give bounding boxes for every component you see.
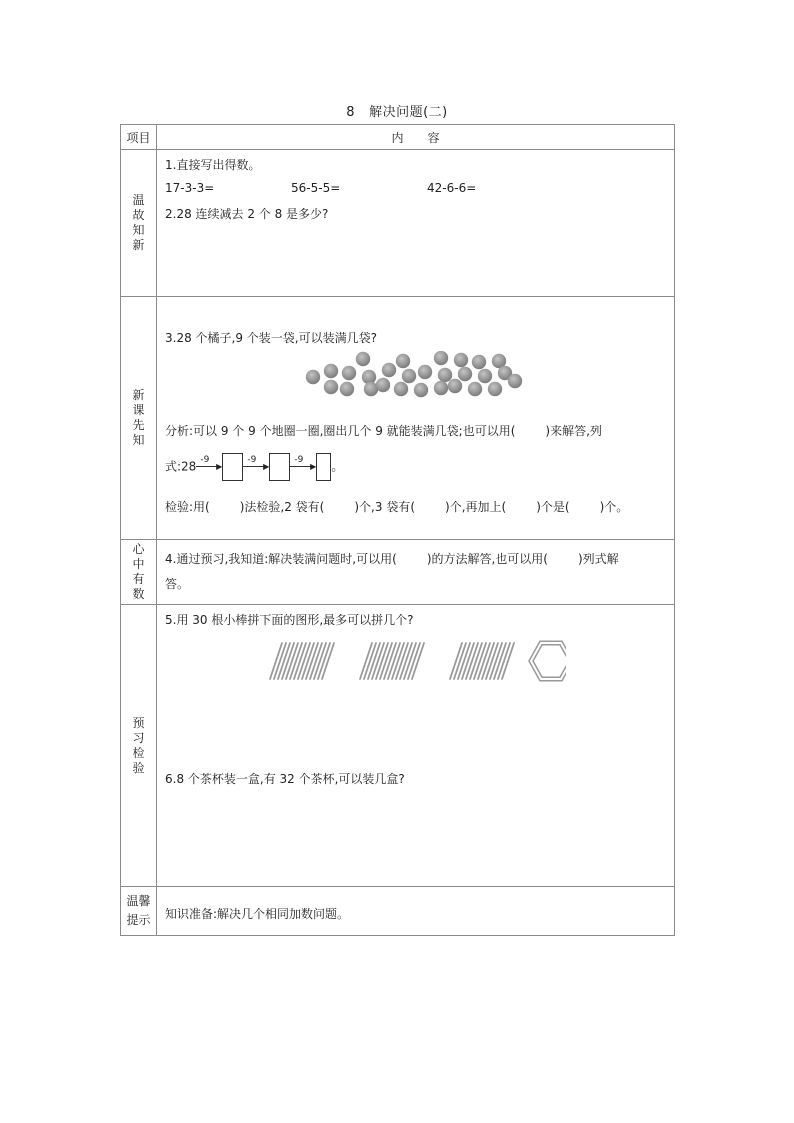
analysis-line: 分析:可以 9 个 9 个地圈一圈,圈出几个 9 就能装满几袋;也可以用( )来解答,列 <box>165 424 602 438</box>
new-lesson-category: 新 课 先 知 <box>121 297 157 540</box>
preview-check-category: 预 习 检 验 <box>121 605 157 887</box>
tips-category: 温馨 提示 <box>121 887 157 936</box>
tips-content <box>157 887 675 936</box>
page-title <box>0 101 794 120</box>
orange <box>438 368 452 382</box>
orange <box>394 382 408 396</box>
orange <box>488 382 502 396</box>
orange <box>376 378 390 392</box>
review-row <box>121 150 675 297</box>
summary-row <box>121 540 675 605</box>
header-item: 项目 <box>121 125 157 150</box>
preview-check-row <box>121 605 675 887</box>
orange-pile-illustration <box>305 351 527 399</box>
question-2: 2.28 连续减去 2 个 8 是多少? <box>165 207 329 221</box>
orange <box>472 355 486 369</box>
title-text: 解决问题(二) <box>369 105 448 120</box>
review-content <box>157 150 675 297</box>
question-5: 5.用 30 根小棒拼下面的图形,最多可以拼几个? <box>165 613 414 627</box>
orange <box>454 353 468 367</box>
new-lesson-content <box>157 297 675 540</box>
question-4-line-1: 4.通过预习,我知道:解决装满问题时,可以用( )的方法解答,也可以用( )列式解 <box>165 552 619 566</box>
worksheet-table <box>120 124 675 936</box>
orange <box>434 351 448 365</box>
equation-1: 17-3-3= <box>165 181 215 195</box>
orange <box>402 369 416 383</box>
orange <box>418 365 432 379</box>
orange <box>478 369 492 383</box>
orange <box>434 381 448 395</box>
formula-line: 式:28 -9 ▶ -9 ▶ -9 ▶ 。 <box>165 453 343 481</box>
sticks-illustration <box>266 639 566 689</box>
equation-2: 56-5-5= <box>291 181 341 195</box>
title-number: 8 <box>346 105 356 120</box>
answer-box[interactable] <box>316 453 331 481</box>
orange <box>468 382 482 396</box>
orange <box>362 370 376 384</box>
orange <box>342 366 356 380</box>
answer-box[interactable] <box>222 453 243 481</box>
orange <box>324 364 338 378</box>
orange <box>324 380 338 394</box>
equation-3: 42-6-6= <box>427 181 477 195</box>
minus-9-arrow: -9 ▶ <box>196 454 222 480</box>
orange <box>306 370 320 384</box>
preview-check-content <box>157 605 675 887</box>
summary-content <box>157 540 675 605</box>
check-line: 检验:用( )法检验,2 袋有( )个,3 袋有( )个,再加上( )个是( )个。 <box>165 500 629 514</box>
summary-category: 心 中 有 数 <box>121 540 157 605</box>
answer-box[interactable] <box>269 453 290 481</box>
question-6: 6.8 个茶杯装一盒,有 32 个茶杯,可以装几盒? <box>165 772 405 786</box>
tips-text: 知识准备:解决几个相同加数问题。 <box>165 907 350 921</box>
review-category: 温 故 知 新 <box>121 150 157 297</box>
new-lesson-row <box>121 297 675 540</box>
orange <box>448 379 462 393</box>
tips-row <box>121 887 675 936</box>
orange <box>382 363 396 377</box>
orange <box>396 354 410 368</box>
hexagon-figure <box>531 643 566 679</box>
question-3: 3.28 个橘子,9 个装一袋,可以装满几袋? <box>165 331 377 345</box>
orange <box>356 352 370 366</box>
minus-9-arrow: -9 ▶ <box>243 454 269 480</box>
orange <box>508 374 522 388</box>
question-4-line-2: 答。 <box>165 577 190 591</box>
header-row <box>121 125 675 150</box>
orange <box>458 367 472 381</box>
orange <box>414 383 428 397</box>
minus-9-arrow: -9 ▶ <box>290 454 316 480</box>
question-1: 1.直接写出得数。 <box>165 158 261 172</box>
orange <box>340 382 354 396</box>
header-content: 内 容 <box>157 125 675 150</box>
